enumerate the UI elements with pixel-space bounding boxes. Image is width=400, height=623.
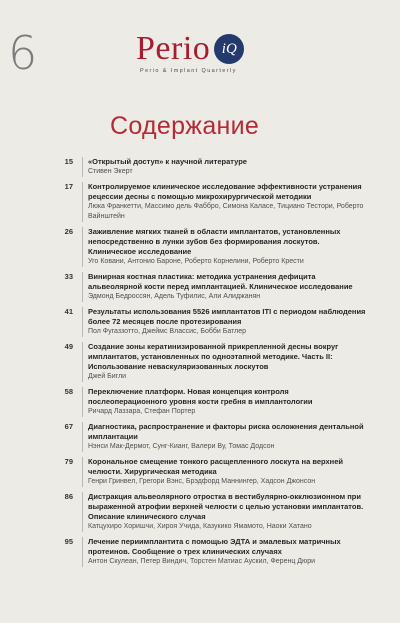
entry-title: Переключение платформ. Новая концепция контроля послеоперационного уровня кости гребня в имплантологии [88, 387, 313, 406]
toc-entry[interactable] [0, 272, 400, 302]
toc-entry[interactable] [0, 227, 400, 267]
toc-entry[interactable] [0, 182, 400, 222]
entry-title: Лечение периимплантита с помощью ЭДТА и эмалевых матричных протеинов. Сообщение о трех клинических случаях [88, 537, 341, 556]
entry-page-number: 58 [64, 387, 73, 396]
toc-entry[interactable] [0, 492, 400, 532]
toc-entry[interactable] [0, 157, 400, 177]
entry-title: «Открытый доступ» к научной литературе [88, 157, 247, 166]
entry-authors: Антон Скулеан, Петер Виндич, Торстен Матиас Аускил, Ференц Дюри [88, 558, 316, 565]
entry-title: Корональное смещение тонкого расщепленного лоскута на верхней челюсти. Хирургическая методика [88, 457, 343, 476]
toc-entry[interactable] [0, 457, 400, 487]
entry-authors: Нэнси Мак-Дермот, Сунг-Кианг, Валери Ву, Томас Додсон [88, 443, 275, 450]
entry-authors: Генри Гринвел, Грегори Вэнс, Брэдфорд Маннингер, Хадсон Джонсон [88, 478, 316, 485]
entry-page-number: 86 [64, 492, 73, 501]
logo-subtitle: Perio & Implant Quarterly [140, 68, 237, 74]
logo-badge-icon: iQ [214, 34, 244, 64]
entry-authors: Уго Ковани, Антонио Бароне, Роберто Корнелини, Роберто Крести [88, 258, 304, 265]
entry-page-number: 95 [64, 537, 73, 546]
entry-title: Контролируемое клиническое исследование эффективности устранения рецессии десны с помощью микрохирургической методики [88, 182, 362, 201]
entry-page-number: 67 [64, 422, 73, 431]
entry-title: Дистракция альвеолярного отростка в вестибулярно-окклюзионном при выраженной атрофии верхней челюсти с целью установки имплантатов. Описание клинического случая [88, 492, 364, 521]
entry-authors: Джей Бигли [88, 373, 127, 380]
entry-authors: Ричард Лаззара, Стефан Портер [88, 408, 196, 415]
entry-title: Винирная костная пластика: методика устранения дефицита альвеолярной кости перед имплантацией. Клиническое исследование [88, 272, 353, 291]
toc-entry[interactable] [0, 422, 400, 452]
entry-authors: Стивен Экерт [88, 168, 133, 175]
entry-page-number: 17 [64, 182, 73, 191]
issue-number: 6 [8, 26, 38, 80]
entry-page-number: 26 [64, 227, 73, 236]
toc-entry[interactable] [0, 342, 400, 382]
entry-authors: Катцухиро Хоришчи, Хироя Учида, Казукико Ямамото, Наоки Хатано [88, 523, 312, 530]
entry-page-number: 79 [64, 457, 73, 466]
entry-title: Заживление мягких тканей в области имплантатов, установленных непосредственно в лунки зубов без формирования лоскутов. Клиническое исследование [88, 227, 341, 256]
entry-page-number: 33 [64, 272, 73, 281]
toc-entry[interactable] [0, 537, 400, 567]
entry-authors: Пол Фугаззотто, Джеймс Влассис, Бобби Батлер [88, 328, 246, 335]
entry-title: Создание зоны кератинизированной прикрепленной десны вокруг имплантатов, установленных по одноэтапной методике. Часть II: Использование неваскуляризованных лоскутов [88, 342, 339, 371]
toc-entry[interactable] [0, 387, 400, 417]
entry-title: Диагностика, распространение и факторы риска осложнения дентальной имплантации [88, 422, 364, 441]
entry-authors: Люка Франкетти, Массимо дель Фаббро, Симона Каласе, Тициано Тестори, Роберто Вайнштейн [88, 203, 364, 220]
entry-page-number: 15 [64, 157, 73, 166]
toc-list [0, 157, 400, 567]
entry-title: Результаты использования 5526 имплантатов ITI с периодом наблюдения более 72 месяцев после протезирования [88, 307, 366, 326]
logo-wordmark: Perio [136, 30, 211, 67]
journal-logo [136, 32, 244, 74]
entry-page-number: 41 [64, 307, 73, 316]
entry-authors: Эдмонд Бедроссян, Адель Туфилис, Али Алиджанян [88, 293, 261, 300]
toc-heading: Содержание [110, 112, 260, 140]
entry-page-number: 49 [64, 342, 73, 351]
toc-entry[interactable] [0, 307, 400, 337]
